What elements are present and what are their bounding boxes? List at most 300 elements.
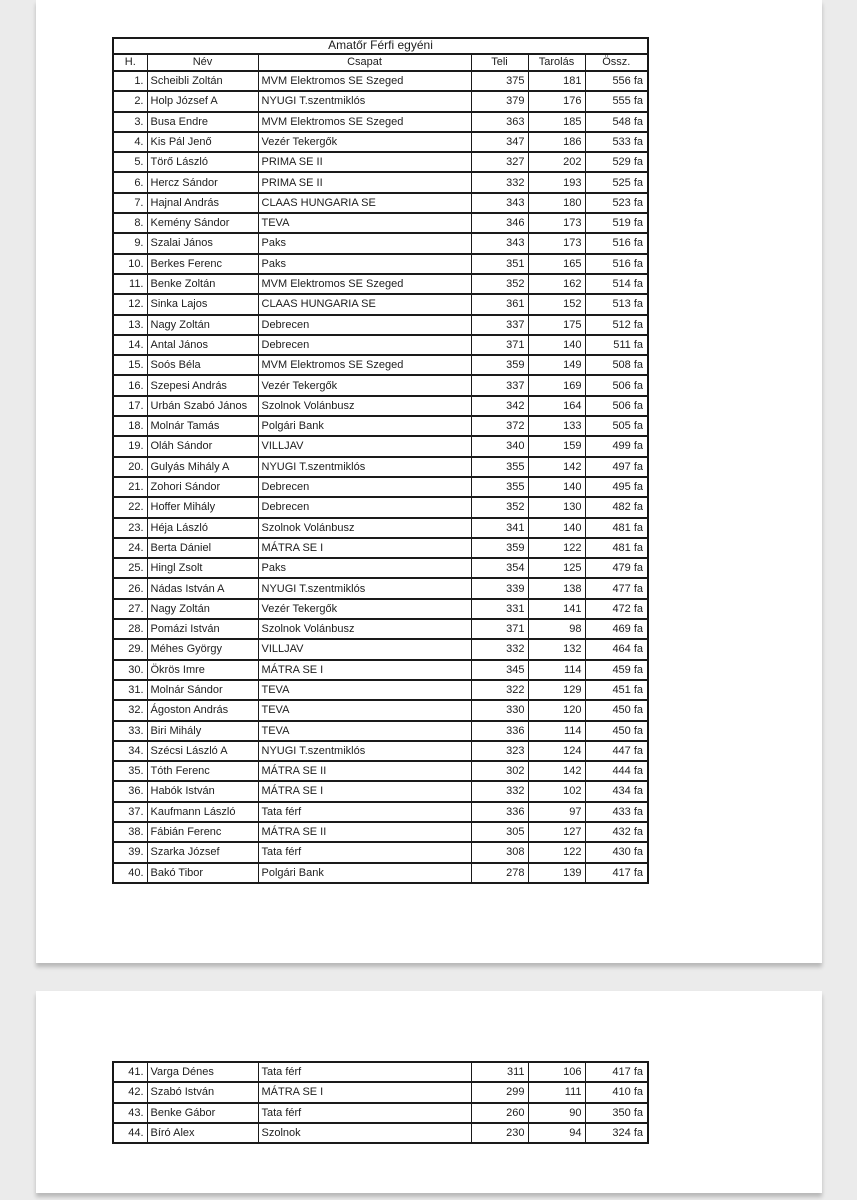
rank-cell: 3. — [113, 112, 147, 132]
tarolas-cell: 114 — [528, 721, 585, 741]
tarolas-cell: 140 — [528, 477, 585, 497]
table-row — [113, 619, 648, 639]
ossz-cell: 430 fa — [585, 842, 648, 862]
table-row — [113, 91, 648, 111]
table-row — [113, 416, 648, 436]
ossz-cell: 516 fa — [585, 254, 648, 274]
teli-cell: 332 — [471, 781, 528, 801]
ossz-cell: 459 fa — [585, 660, 648, 680]
tarolas-cell: 106 — [528, 1062, 585, 1082]
teli-cell: 343 — [471, 193, 528, 213]
column-header-team: Csapat — [258, 54, 471, 71]
tarolas-cell: 102 — [528, 781, 585, 801]
ossz-cell: 556 fa — [585, 71, 648, 91]
team-cell: NYUGI T.szentmiklós — [258, 578, 471, 598]
table-row — [113, 233, 648, 253]
rank-cell: 1. — [113, 71, 147, 91]
ossz-cell: 506 fa — [585, 396, 648, 416]
tarolas-cell: 130 — [528, 497, 585, 517]
team-cell: MÁTRA SE II — [258, 822, 471, 842]
rank-cell: 14. — [113, 335, 147, 355]
table-row — [113, 660, 648, 680]
team-cell: Polgári Bank — [258, 863, 471, 883]
name-cell: Hercz Sándor — [147, 172, 258, 192]
table-row — [113, 1103, 648, 1123]
teli-cell: 331 — [471, 599, 528, 619]
rank-cell: 20. — [113, 457, 147, 477]
table-row — [113, 132, 648, 152]
ossz-cell: 350 fa — [585, 1103, 648, 1123]
tarolas-cell: 185 — [528, 112, 585, 132]
tarolas-cell: 142 — [528, 457, 585, 477]
ossz-cell: 432 fa — [585, 822, 648, 842]
ossz-cell: 433 fa — [585, 802, 648, 822]
rank-cell: 38. — [113, 822, 147, 842]
table-row — [113, 71, 648, 91]
table-row — [113, 558, 648, 578]
table-title-row — [113, 38, 648, 54]
name-cell: Hingl Zsolt — [147, 558, 258, 578]
teli-cell: 342 — [471, 396, 528, 416]
rank-cell: 42. — [113, 1082, 147, 1102]
ossz-cell: 529 fa — [585, 152, 648, 172]
name-cell: Molnár Tamás — [147, 416, 258, 436]
name-cell: Busa Endre — [147, 112, 258, 132]
team-cell: Szolnok — [258, 1123, 471, 1143]
tarolas-cell: 142 — [528, 761, 585, 781]
tarolas-cell: 175 — [528, 315, 585, 335]
ossz-cell: 464 fa — [585, 639, 648, 659]
ossz-cell: 548 fa — [585, 112, 648, 132]
table-row — [113, 436, 648, 456]
name-cell: Fábián Ferenc — [147, 822, 258, 842]
teli-cell: 371 — [471, 335, 528, 355]
tarolas-cell: 129 — [528, 680, 585, 700]
team-cell: CLAAS HUNGARIA SE — [258, 193, 471, 213]
column-header-rank: H. — [113, 54, 147, 71]
ossz-cell: 450 fa — [585, 721, 648, 741]
ossz-cell: 417 fa — [585, 1062, 648, 1082]
table-row — [113, 213, 648, 233]
ossz-cell: 555 fa — [585, 91, 648, 111]
team-cell: Debrecen — [258, 497, 471, 517]
name-cell: Ökrös Imre — [147, 660, 258, 680]
teli-cell: 278 — [471, 863, 528, 883]
table-row — [113, 152, 648, 172]
rank-cell: 16. — [113, 375, 147, 395]
name-cell: Szarka József — [147, 842, 258, 862]
rank-cell: 9. — [113, 233, 147, 253]
team-cell: Debrecen — [258, 477, 471, 497]
teli-cell: 352 — [471, 497, 528, 517]
table-row — [113, 193, 648, 213]
ossz-cell: 417 fa — [585, 863, 648, 883]
rank-cell: 21. — [113, 477, 147, 497]
teli-cell: 337 — [471, 375, 528, 395]
tarolas-cell: 159 — [528, 436, 585, 456]
rank-cell: 22. — [113, 497, 147, 517]
ossz-cell: 451 fa — [585, 680, 648, 700]
rank-cell: 33. — [113, 721, 147, 741]
teli-cell: 339 — [471, 578, 528, 598]
name-cell: Sinka Lajos — [147, 294, 258, 314]
tarolas-cell: 90 — [528, 1103, 585, 1123]
ossz-cell: 479 fa — [585, 558, 648, 578]
column-header-tarolas: Tarolás — [528, 54, 585, 71]
table-row — [113, 599, 648, 619]
table-row — [113, 457, 648, 477]
teli-cell: 351 — [471, 254, 528, 274]
tarolas-cell: 173 — [528, 233, 585, 253]
teli-cell: 341 — [471, 518, 528, 538]
name-cell: Gulyás Mihály A — [147, 457, 258, 477]
column-header-ossz: Össz. — [585, 54, 648, 71]
ossz-cell: 481 fa — [585, 538, 648, 558]
page-1 — [36, 0, 822, 963]
name-cell: Antal János — [147, 335, 258, 355]
team-cell: Vezér Tekergők — [258, 132, 471, 152]
team-cell: MÁTRA SE I — [258, 660, 471, 680]
rank-cell: 27. — [113, 599, 147, 619]
name-cell: Habók István — [147, 781, 258, 801]
team-cell: Debrecen — [258, 335, 471, 355]
team-cell: PRIMA SE II — [258, 152, 471, 172]
name-cell: Szepesi András — [147, 375, 258, 395]
tarolas-cell: 141 — [528, 599, 585, 619]
team-cell: TEVA — [258, 680, 471, 700]
tarolas-cell: 97 — [528, 802, 585, 822]
name-cell: Hajnal András — [147, 193, 258, 213]
table-row — [113, 761, 648, 781]
ossz-cell: 508 fa — [585, 355, 648, 375]
team-cell: PRIMA SE II — [258, 172, 471, 192]
name-cell: Urbán Szabó János — [147, 396, 258, 416]
teli-cell: 363 — [471, 112, 528, 132]
table-row — [113, 518, 648, 538]
tarolas-cell: 202 — [528, 152, 585, 172]
ossz-cell: 410 fa — [585, 1082, 648, 1102]
rank-cell: 24. — [113, 538, 147, 558]
name-cell: Scheibli Zoltán — [147, 71, 258, 91]
tarolas-cell: 176 — [528, 91, 585, 111]
team-cell: MÁTRA SE I — [258, 538, 471, 558]
rank-cell: 32. — [113, 700, 147, 720]
teli-cell: 323 — [471, 741, 528, 761]
team-cell: Vezér Tekergők — [258, 599, 471, 619]
name-cell: Zohori Sándor — [147, 477, 258, 497]
rank-cell: 34. — [113, 741, 147, 761]
teli-cell: 371 — [471, 619, 528, 639]
name-cell: Törő László — [147, 152, 258, 172]
rank-cell: 11. — [113, 274, 147, 294]
tarolas-cell: 127 — [528, 822, 585, 842]
teli-cell: 260 — [471, 1103, 528, 1123]
team-cell: TEVA — [258, 721, 471, 741]
column-header-name: Név — [147, 54, 258, 71]
name-cell: Héja László — [147, 518, 258, 538]
team-cell: Paks — [258, 233, 471, 253]
rank-cell: 25. — [113, 558, 147, 578]
tarolas-cell: 169 — [528, 375, 585, 395]
rank-cell: 40. — [113, 863, 147, 883]
team-cell: Tata férf — [258, 1062, 471, 1082]
teli-cell: 322 — [471, 680, 528, 700]
tarolas-cell: 138 — [528, 578, 585, 598]
tarolas-cell: 139 — [528, 863, 585, 883]
rank-cell: 26. — [113, 578, 147, 598]
team-cell: Polgári Bank — [258, 416, 471, 436]
team-cell: Tata férf — [258, 842, 471, 862]
tarolas-cell: 125 — [528, 558, 585, 578]
name-cell: Szalai János — [147, 233, 258, 253]
name-cell: Szécsi László A — [147, 741, 258, 761]
name-cell: Nádas István A — [147, 578, 258, 598]
teli-cell: 347 — [471, 132, 528, 152]
ossz-cell: 497 fa — [585, 457, 648, 477]
ossz-cell: 514 fa — [585, 274, 648, 294]
teli-cell: 359 — [471, 538, 528, 558]
rank-cell: 28. — [113, 619, 147, 639]
ossz-cell: 516 fa — [585, 233, 648, 253]
table-row — [113, 274, 648, 294]
ossz-cell: 450 fa — [585, 700, 648, 720]
name-cell: Kemény Sándor — [147, 213, 258, 233]
table-row — [113, 294, 648, 314]
teli-cell: 372 — [471, 416, 528, 436]
rank-cell: 39. — [113, 842, 147, 862]
name-cell: Benke Zoltán — [147, 274, 258, 294]
table-title: Amatőr Férfi egyéni — [113, 38, 648, 54]
teli-cell: 230 — [471, 1123, 528, 1143]
table-row — [113, 721, 648, 741]
name-cell: Pomázi István — [147, 619, 258, 639]
teli-cell: 336 — [471, 721, 528, 741]
name-cell: Szabó István — [147, 1082, 258, 1102]
rank-cell: 18. — [113, 416, 147, 436]
tarolas-cell: 149 — [528, 355, 585, 375]
ossz-cell: 513 fa — [585, 294, 648, 314]
tarolas-cell: 186 — [528, 132, 585, 152]
table-row — [113, 578, 648, 598]
ossz-cell: 525 fa — [585, 172, 648, 192]
team-cell: Paks — [258, 558, 471, 578]
team-cell: VILLJAV — [258, 639, 471, 659]
team-cell: TEVA — [258, 213, 471, 233]
team-cell: MVM Elektromos SE Szeged — [258, 274, 471, 294]
name-cell: Bíró Alex — [147, 1123, 258, 1143]
table-row — [113, 639, 648, 659]
name-cell: Soós Béla — [147, 355, 258, 375]
ossz-cell: 533 fa — [585, 132, 648, 152]
team-cell: NYUGI T.szentmiklós — [258, 457, 471, 477]
ossz-cell: 472 fa — [585, 599, 648, 619]
team-cell: MÁTRA SE II — [258, 761, 471, 781]
ossz-cell: 499 fa — [585, 436, 648, 456]
ossz-cell: 444 fa — [585, 761, 648, 781]
teli-cell: 330 — [471, 700, 528, 720]
results-table-page1 — [112, 37, 649, 884]
table-row — [113, 1123, 648, 1143]
table-row — [113, 497, 648, 517]
table-row — [113, 700, 648, 720]
table-row — [113, 315, 648, 335]
name-cell: Molnár Sándor — [147, 680, 258, 700]
table-row — [113, 842, 648, 862]
team-cell: VILLJAV — [258, 436, 471, 456]
tarolas-cell: 193 — [528, 172, 585, 192]
tarolas-cell: 165 — [528, 254, 585, 274]
teli-cell: 343 — [471, 233, 528, 253]
tarolas-cell: 162 — [528, 274, 585, 294]
tarolas-cell: 140 — [528, 335, 585, 355]
teli-cell: 308 — [471, 842, 528, 862]
teli-cell: 361 — [471, 294, 528, 314]
name-cell: Kis Pál Jenő — [147, 132, 258, 152]
teli-cell: 327 — [471, 152, 528, 172]
rank-cell: 35. — [113, 761, 147, 781]
name-cell: Berta Dániel — [147, 538, 258, 558]
tarolas-cell: 164 — [528, 396, 585, 416]
teli-cell: 359 — [471, 355, 528, 375]
rank-cell: 37. — [113, 802, 147, 822]
name-cell: Tóth Ferenc — [147, 761, 258, 781]
rank-cell: 5. — [113, 152, 147, 172]
table-row — [113, 396, 648, 416]
rank-cell: 10. — [113, 254, 147, 274]
name-cell: Bakó Tibor — [147, 863, 258, 883]
teli-cell: 336 — [471, 802, 528, 822]
team-cell: Vezér Tekergők — [258, 375, 471, 395]
rank-cell: 6. — [113, 172, 147, 192]
ossz-cell: 495 fa — [585, 477, 648, 497]
teli-cell: 302 — [471, 761, 528, 781]
tarolas-cell: 181 — [528, 71, 585, 91]
teli-cell: 332 — [471, 639, 528, 659]
teli-cell: 379 — [471, 91, 528, 111]
team-cell: TEVA — [258, 700, 471, 720]
rank-cell: 8. — [113, 213, 147, 233]
table-row — [113, 1082, 648, 1102]
ossz-cell: 477 fa — [585, 578, 648, 598]
tarolas-cell: 180 — [528, 193, 585, 213]
table-row — [113, 863, 648, 883]
teli-cell: 340 — [471, 436, 528, 456]
teli-cell: 354 — [471, 558, 528, 578]
teli-cell: 299 — [471, 1082, 528, 1102]
teli-cell: 305 — [471, 822, 528, 842]
tarolas-cell: 173 — [528, 213, 585, 233]
tarolas-cell: 114 — [528, 660, 585, 680]
teli-cell: 346 — [471, 213, 528, 233]
rank-cell: 44. — [113, 1123, 147, 1143]
name-cell: Biri Mihály — [147, 721, 258, 741]
ossz-cell: 512 fa — [585, 315, 648, 335]
name-cell: Méhes György — [147, 639, 258, 659]
teli-cell: 352 — [471, 274, 528, 294]
tarolas-cell: 152 — [528, 294, 585, 314]
tarolas-cell: 132 — [528, 639, 585, 659]
ossz-cell: 511 fa — [585, 335, 648, 355]
results-table-page2 — [112, 1061, 649, 1144]
team-cell: Paks — [258, 254, 471, 274]
rank-cell: 29. — [113, 639, 147, 659]
table-row — [113, 355, 648, 375]
tarolas-cell: 133 — [528, 416, 585, 436]
team-cell: MÁTRA SE I — [258, 781, 471, 801]
table-row — [113, 1062, 648, 1082]
teli-cell: 337 — [471, 315, 528, 335]
teli-cell: 332 — [471, 172, 528, 192]
teli-cell: 355 — [471, 457, 528, 477]
tarolas-cell: 124 — [528, 741, 585, 761]
rank-cell: 19. — [113, 436, 147, 456]
ossz-cell: 519 fa — [585, 213, 648, 233]
ossz-cell: 469 fa — [585, 619, 648, 639]
rank-cell: 31. — [113, 680, 147, 700]
table-row — [113, 822, 648, 842]
ossz-cell: 324 fa — [585, 1123, 648, 1143]
ossz-cell: 482 fa — [585, 497, 648, 517]
table-row — [113, 375, 648, 395]
rank-cell: 15. — [113, 355, 147, 375]
tarolas-cell: 140 — [528, 518, 585, 538]
name-cell: Oláh Sándor — [147, 436, 258, 456]
teli-cell: 355 — [471, 477, 528, 497]
table-row — [113, 781, 648, 801]
ossz-cell: 506 fa — [585, 375, 648, 395]
table-header-row — [113, 54, 648, 71]
team-cell: MVM Elektromos SE Szeged — [258, 71, 471, 91]
team-cell: Szolnok Volánbusz — [258, 396, 471, 416]
name-cell: Holp József A — [147, 91, 258, 111]
teli-cell: 311 — [471, 1062, 528, 1082]
tarolas-cell: 122 — [528, 538, 585, 558]
table-row — [113, 680, 648, 700]
rank-cell: 2. — [113, 91, 147, 111]
name-cell: Benke Gábor — [147, 1103, 258, 1123]
table-row — [113, 538, 648, 558]
rank-cell: 12. — [113, 294, 147, 314]
table-row — [113, 172, 648, 192]
results-body-page2 — [113, 1062, 648, 1143]
name-cell: Ágoston András — [147, 700, 258, 720]
table-row — [113, 741, 648, 761]
table-row — [113, 335, 648, 355]
rank-cell: 23. — [113, 518, 147, 538]
team-cell: CLAAS HUNGARIA SE — [258, 294, 471, 314]
name-cell: Kaufmann László — [147, 802, 258, 822]
ossz-cell: 447 fa — [585, 741, 648, 761]
tarolas-cell: 120 — [528, 700, 585, 720]
name-cell: Nagy Zoltán — [147, 315, 258, 335]
teli-cell: 375 — [471, 71, 528, 91]
team-cell: Szolnok Volánbusz — [258, 518, 471, 538]
tarolas-cell: 122 — [528, 842, 585, 862]
rank-cell: 41. — [113, 1062, 147, 1082]
ossz-cell: 523 fa — [585, 193, 648, 213]
name-cell: Hoffer Mihály — [147, 497, 258, 517]
team-cell: Tata férf — [258, 802, 471, 822]
table-row — [113, 254, 648, 274]
team-cell: Tata férf — [258, 1103, 471, 1123]
rank-cell: 7. — [113, 193, 147, 213]
team-cell: MVM Elektromos SE Szeged — [258, 355, 471, 375]
team-cell: MÁTRA SE I — [258, 1082, 471, 1102]
column-header-teli: Teli — [471, 54, 528, 71]
table-row — [113, 477, 648, 497]
rank-cell: 17. — [113, 396, 147, 416]
ossz-cell: 505 fa — [585, 416, 648, 436]
